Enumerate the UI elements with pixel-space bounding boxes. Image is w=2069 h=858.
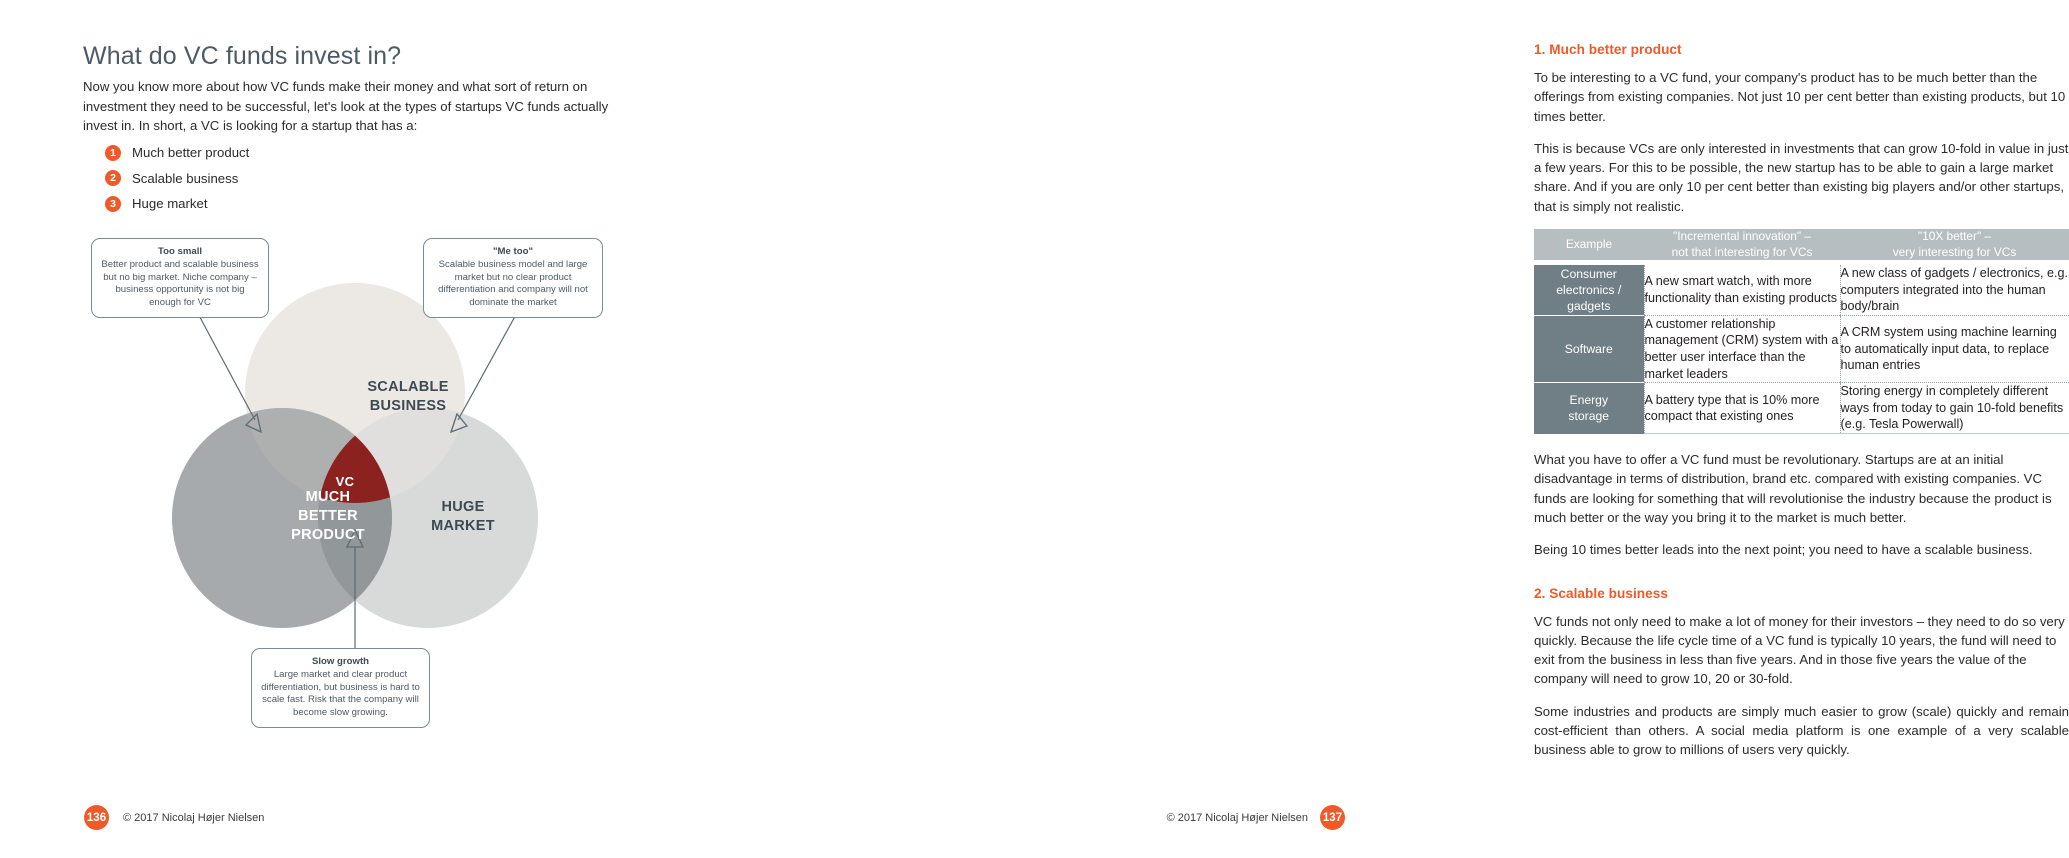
venn-label-mbp-line1: MUCH <box>305 489 351 505</box>
copyright-text: © 2017 Nicolaj Højer Nielsen <box>1166 811 1308 824</box>
number-badge-3: 3 <box>105 196 121 212</box>
requirements-list <box>105 140 505 217</box>
section2-paragraph-2: Some industries and products are simply much easier to grow (scale) quickly and remain cost-efficient than others. A social media platform is one example of a very scalable business able to grow to millions of users very quickly. <box>1534 703 2069 758</box>
list-item-label: Huge market <box>132 196 208 212</box>
rowlabel-3-l2: storage <box>1568 409 1610 424</box>
table-cell-tenx-2: A CRM system using machine learning to automatically input data, to replace human entries <box>1840 316 2069 382</box>
number-badge-2: 2 <box>105 170 121 186</box>
section1-after-paragraph-2: Being 10 times better leads into the next point; you need to have a scalable business. <box>1534 542 2033 558</box>
section-heading-2: 2. Scalable business <box>1534 585 1668 601</box>
table-header-incremental-l1: "Incremental innovation" – <box>1673 229 1811 244</box>
table-row <box>1534 316 2069 382</box>
callout-body: Better product and scalable business but no big market. Niche company – business opportunity is not big enough for VC <box>101 259 259 308</box>
venn-label-hm-line1: HUGE <box>441 499 485 515</box>
list-item <box>105 166 505 192</box>
table-header-tenx <box>1840 229 2069 260</box>
venn-label-hm-line2: MARKET <box>431 518 495 534</box>
list-item-label: Scalable business <box>132 170 239 186</box>
callout-me-too <box>423 238 603 318</box>
table-header-tenx-l1: "10X better" – <box>1917 229 1992 244</box>
copyright-text: © 2017 Nicolaj Højer Nielsen <box>123 811 265 824</box>
table-cell-incremental-3: A battery type that is 10% more compact that existing ones <box>1644 383 1840 433</box>
table-header-incremental <box>1644 229 1840 260</box>
table-cell-incremental-1: A new smart watch, with more functionality than existing products <box>1644 265 1840 315</box>
section-heading-1: 1. Much better product <box>1534 42 1682 57</box>
list-item <box>105 191 505 217</box>
venn-label-scalable-business <box>328 378 488 416</box>
section1-paragraph-1: To be interesting to a VC fund, your company's product has to be much better than the offerings from existing companies. Not just 10 per cent better than existing products, but 10 times better. <box>1534 70 2066 124</box>
intro-paragraph: Now you know more about how VC funds make their money and what sort of return on investment they need to be successful, let's look at the types of startups VC funds actually invest in. In short, a VC is looking for a startup that has a: <box>83 79 609 133</box>
callout-title: "Me too" <box>492 246 533 257</box>
table-row-label-1 <box>1534 265 1644 315</box>
venn-label-mbp-line2: BETTER <box>298 508 358 524</box>
examples-table <box>1534 229 2069 434</box>
table-row-label-2: Software <box>1534 316 1644 382</box>
callout-too-small <box>91 238 269 318</box>
table-cell-tenx-3: Storing energy in completely different ways from today to gain 10-fold benefits (e.g. Tesla Powerwall) <box>1840 383 2069 433</box>
footer-left <box>84 805 264 830</box>
rowlabel-3-l1: Energy <box>1569 393 1609 408</box>
section1-paragraph-2: This is because VCs are only interested in investments that can grow 10-fold in value in just a few years. For this to be possible, the new startup has to be able to gain a large market share. And if you are only 10 per cent better than existing big players and/or other startups, that is simply not realistic. <box>1534 140 2069 214</box>
venn-label-much-better-product <box>258 488 398 545</box>
venn-label-huge-market <box>388 498 538 536</box>
rowlabel-1-l1: Consumer <box>1560 266 1617 281</box>
table-header-incremental-l2: not that interesting for VCs <box>1671 244 1813 259</box>
venn-label-vc: VC <box>335 474 355 489</box>
callout-slow-growth <box>251 648 430 728</box>
table-header-tenx-l2: very interesting for VCs <box>1892 244 2017 259</box>
table-header-row <box>1534 229 2069 260</box>
page-number-badge: 137 <box>1320 805 1345 830</box>
table-row <box>1534 383 2069 433</box>
venn-label-scalable-line1: SCALABLE <box>367 379 449 395</box>
callout-body: Large market and clear product differentiation, but business is hard to scale fast. Risk that the company will become slow growing. <box>261 669 420 718</box>
right-page <box>706 0 2069 858</box>
callout-title: Too small <box>157 246 203 257</box>
page-number-badge: 136 <box>84 805 109 830</box>
page-title: What do VC funds invest in? <box>83 42 402 70</box>
number-badge-1: 1 <box>105 145 121 161</box>
left-page <box>0 0 706 858</box>
venn-label-scalable-line2: BUSINESS <box>369 398 447 414</box>
table-cell-tenx-1: A new class of gadgets / electronics, e.g. computers integrated into the human body/brain <box>1840 266 2069 314</box>
rowlabel-1-l2: electronics / <box>1556 282 1622 297</box>
section1-after-paragraph-1: What you have to offer a VC fund must be revolutionary. Startups are at an initial disadvantage in terms of distribution, brand etc. compared with existing companies. VC funds are looking for something that will revolutionise the industry because the product is much better or the way you bring it to the market is much better. <box>1534 452 2052 525</box>
rowlabel-1-l3: gadgets <box>1567 298 1611 313</box>
table-header-example: Example <box>1534 229 1644 260</box>
footer-right <box>1167 805 1345 830</box>
list-item <box>105 140 505 166</box>
callout-body: Scalable business model and large market but no clear product differentiation and company will not dominate the market <box>438 259 588 308</box>
section2-paragraph-1: VC funds not only need to make a lot of money for their investors – they need to do so very quickly. Because the life cycle time of a VC fund is typically 10 years, the fund will need to exit from the business in less than five years. And in those five years the value of the company will need to grow 10, 20 or 30-fold. <box>1534 613 2065 687</box>
table-row <box>1534 265 2069 315</box>
right-column <box>1534 42 2069 773</box>
callout-title: Slow growth <box>311 656 370 667</box>
table-row-label-3 <box>1534 383 1644 433</box>
table-cell-incremental-2: A customer relationship management (CRM) system with a better user interface than the market leaders <box>1644 316 1839 381</box>
venn-label-mbp-line3: PRODUCT <box>291 527 365 543</box>
list-item-label: Much better product <box>132 145 250 161</box>
